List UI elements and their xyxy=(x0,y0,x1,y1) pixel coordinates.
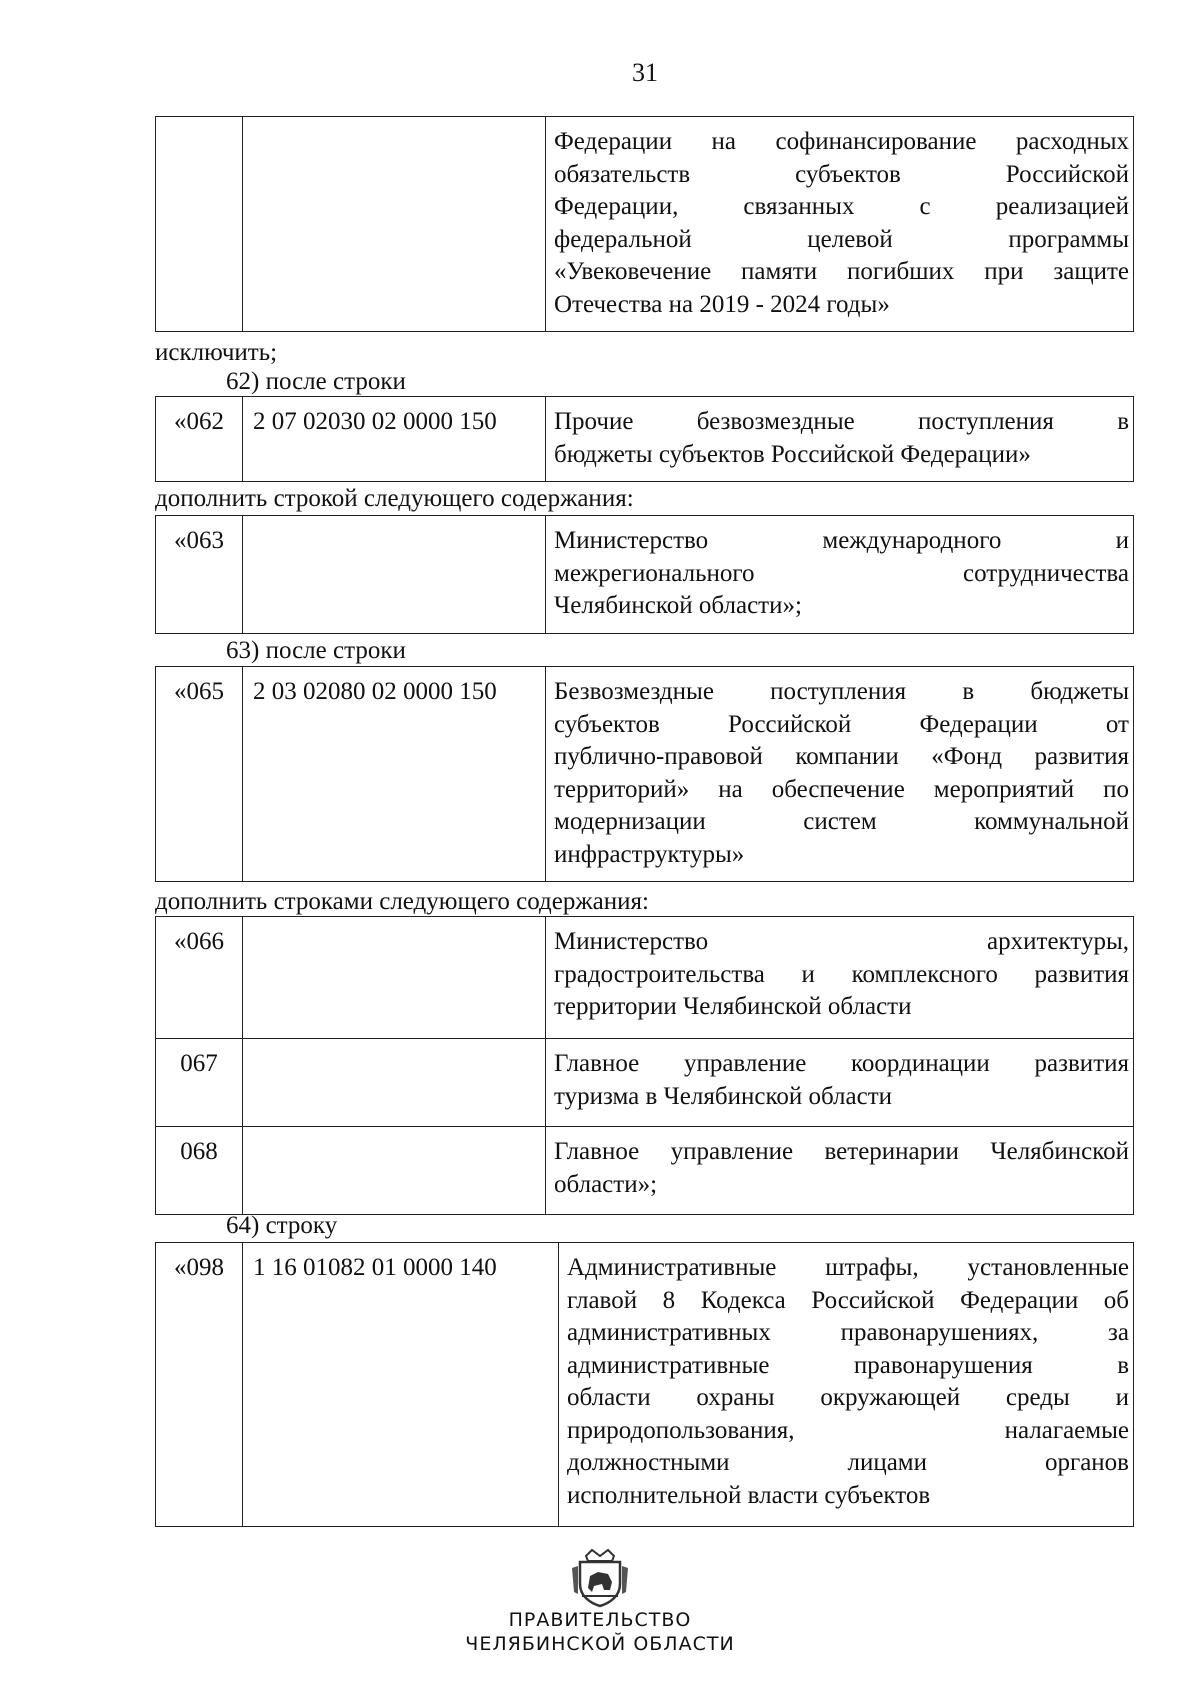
code-cell: 067 xyxy=(156,1039,243,1127)
description-line: области охраны окружающей среды и xyxy=(567,1384,1129,1411)
kbk-cell xyxy=(243,917,546,1039)
description-line: Главное управление ветеринарии Челябинской xyxy=(554,1138,1129,1165)
description-cell xyxy=(546,117,1134,332)
code-cell: «065 xyxy=(156,667,243,882)
table-row xyxy=(156,1039,1134,1127)
description-line: «Увековечение памяти погибших при защите xyxy=(554,258,1129,285)
description-line: Федерации, связанных с реализацией xyxy=(554,193,1129,220)
description-cell xyxy=(546,667,1134,882)
table-row xyxy=(156,667,1134,882)
text-exclude: исключить; xyxy=(155,339,278,366)
description-line: модернизации систем коммунальной xyxy=(554,808,1129,835)
table-row xyxy=(156,1127,1134,1215)
text-add-rows: дополнить строками следующего содержания: xyxy=(155,888,649,915)
kbk-cell: 1 16 01082 01 0000 140 xyxy=(243,1243,559,1527)
description-line: градостроительства и комплексного развития xyxy=(554,960,1129,988)
description-line: Главное управление координации развития xyxy=(554,1050,1129,1077)
description-cell xyxy=(546,397,1134,482)
code-cell: «098 xyxy=(156,1243,243,1527)
table-row xyxy=(156,516,1134,634)
description-line: публично-правовой компании «Фонд развития xyxy=(554,743,1129,770)
table-row xyxy=(156,1243,1134,1527)
kbk-cell xyxy=(243,1039,546,1127)
table-row xyxy=(156,117,1134,332)
description-cell xyxy=(559,1243,1134,1527)
description-line: федеральной целевой программы xyxy=(554,225,1129,253)
description-line: главой 8 Кодекса Российской Федерации об xyxy=(567,1286,1129,1314)
description-cell xyxy=(546,516,1134,634)
code-cell: «066 xyxy=(156,917,243,1039)
description-line: обязательств субъектов Российской xyxy=(554,160,1129,188)
description-line: субъектов Российской Федерации от xyxy=(554,710,1129,738)
description-line: Министерство архитектуры, xyxy=(554,928,1129,955)
description-line: Административные штрафы, установленные xyxy=(567,1254,1129,1281)
description-line: территорий» на обеспечение мероприятий по xyxy=(554,775,1129,803)
kbk-cell xyxy=(243,516,546,634)
code-cell: «062 xyxy=(156,397,243,482)
footer-line-2: ЧЕЛЯБИНСКОЙ ОБЛАСТИ xyxy=(465,1633,735,1655)
description-line: Министерство международного и xyxy=(554,527,1129,554)
description-cell xyxy=(546,1039,1134,1127)
description-line: исполнительной власти субъектов xyxy=(567,1481,931,1509)
description-line: Прочие безвозмездные поступления в xyxy=(554,408,1129,435)
description-line: инфраструктуры» xyxy=(554,840,745,868)
table-rows-066-068 xyxy=(155,916,1134,1215)
text-item-64: 64) строку xyxy=(226,1212,338,1239)
text-add-row: дополнить строкой следующего содержания: xyxy=(155,485,634,512)
description-line: Челябинской области»; xyxy=(554,592,802,619)
description-line: территории Челябинской области xyxy=(554,993,912,1020)
description-line: административных правонарушениях, за xyxy=(567,1319,1129,1346)
coat-of-arms-icon xyxy=(568,1548,632,1608)
description-line: Федерации на софинансирование расходных xyxy=(554,128,1129,155)
description-line: административные правонарушения в xyxy=(567,1351,1129,1379)
description-line: бюджеты субъектов Российской Федерации» xyxy=(554,440,1031,468)
description-cell xyxy=(546,917,1134,1039)
description-line: межрегионального сотрудничества xyxy=(554,559,1129,587)
table-row xyxy=(156,917,1134,1039)
footer xyxy=(0,1548,1200,1656)
code-cell: 068 xyxy=(156,1127,243,1215)
table-row-065 xyxy=(155,666,1134,882)
text-item-63: 63) после строки xyxy=(226,637,406,664)
table-row-063 xyxy=(155,515,1134,634)
page-number: 31 xyxy=(632,58,658,87)
description-line: Отечества на 2019 - 2024 годы» xyxy=(554,290,890,318)
table-row-098 xyxy=(155,1242,1134,1527)
code-cell: «063 xyxy=(156,516,243,634)
kbk-cell xyxy=(243,1127,546,1215)
description-line: туризма в Челябинской области xyxy=(554,1082,893,1110)
kbk-cell: 2 07 02030 02 0000 150 xyxy=(243,397,546,482)
table-fragment-top xyxy=(155,116,1134,332)
footer-line-1: ПРАВИТЕЛЬСТВО xyxy=(508,1609,692,1631)
text-item-62: 62) после строки xyxy=(226,368,406,395)
table-row xyxy=(156,397,1134,482)
kbk-cell: 2 03 02080 02 0000 150 xyxy=(243,667,546,882)
table-row-062 xyxy=(155,396,1134,482)
description-cell xyxy=(546,1127,1134,1215)
description-line: природопользования, налагаемые xyxy=(567,1416,1129,1444)
code-cell xyxy=(156,117,243,332)
kbk-cell xyxy=(243,117,546,332)
description-line: области»; xyxy=(554,1170,658,1198)
description-line: должностными лицами органов xyxy=(567,1449,1129,1476)
description-line: Безвозмездные поступления в бюджеты xyxy=(554,678,1129,705)
